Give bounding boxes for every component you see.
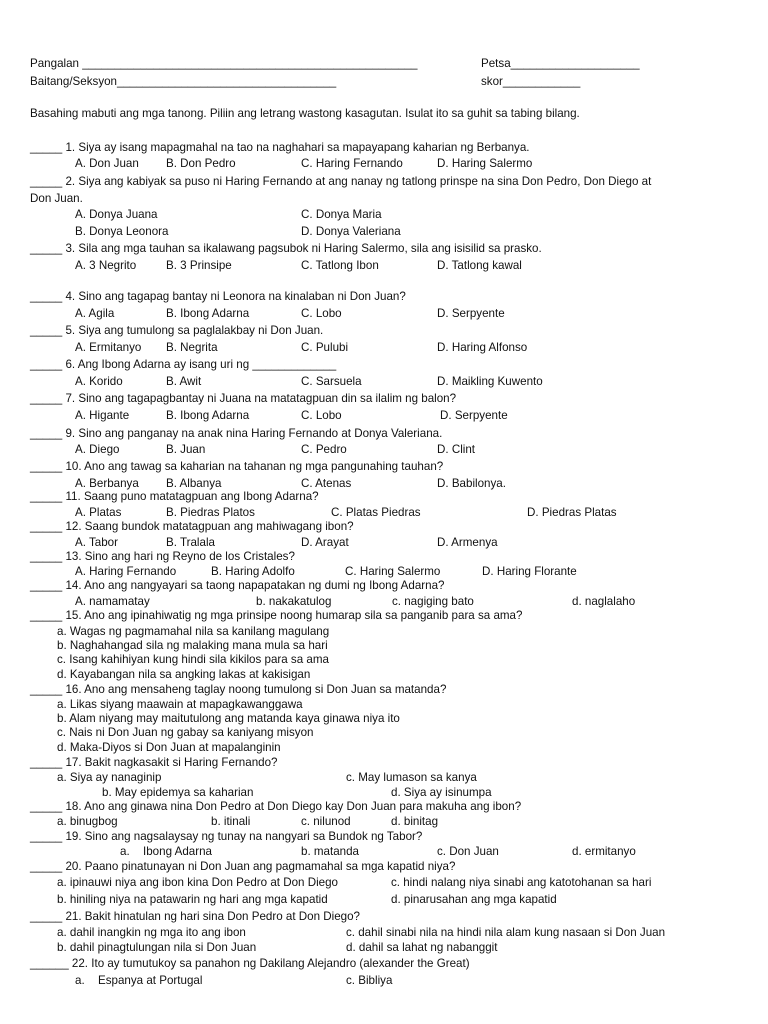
choice: B. Awit xyxy=(166,375,202,388)
question-stem: _____ 14. Ano ang nangyayari sa taong napapatakan ng dumi ng Ibong Adarna? xyxy=(30,579,445,592)
question-stem: _____ 12. Saang bundok matatagpuan ang mahiwagang ibon? xyxy=(30,520,354,533)
choice: D. Maikling Kuwento xyxy=(437,375,543,388)
choice: D. Haring Florante xyxy=(482,565,577,578)
question-stem-continued: Don Juan. xyxy=(30,192,83,205)
choice: C. Lobo xyxy=(301,409,342,422)
choice: D. Armenya xyxy=(437,536,498,549)
choice: D. Serpyente xyxy=(440,409,508,422)
choice: a. binugbog xyxy=(57,815,118,828)
choice: d. binitag xyxy=(391,815,439,828)
choice: A. Agila xyxy=(75,307,115,320)
choice: B. Tralala xyxy=(166,536,215,549)
choice: C. Sarsuela xyxy=(301,375,362,388)
choice: C. Haring Fernando xyxy=(301,157,403,170)
choice: a. Wagas ng pagmamahal nila sa kanilang magulang xyxy=(57,625,330,638)
choice: A. Diego xyxy=(75,443,120,456)
choice: b. May epidemya sa kaharian xyxy=(102,786,254,799)
choice: C. Atenas xyxy=(301,477,352,490)
question-stem: _____ 1. Siya ay isang mapagmahal na tao na naghahari sa mapayapang kaharian ng Berbanya. xyxy=(30,141,530,154)
choice: C. Tatlong Ibon xyxy=(301,259,379,272)
choice: B. Albanya xyxy=(166,477,222,490)
question-stem: _____ 10. Ano ang tawag sa kaharian na tahanan ng mga pangunahing tauhan? xyxy=(30,460,444,473)
choice: D. Piedras Platas xyxy=(527,506,617,519)
choice: B. Donya Leonora xyxy=(75,225,169,238)
choice: D. Tatlong kawal xyxy=(437,259,522,272)
choice: A. Berbanya xyxy=(75,477,139,490)
choice: B. Haring Adolfo xyxy=(211,565,295,578)
choice: B. Don Pedro xyxy=(166,157,236,170)
choice: c. Nais ni Don Juan ng gabay sa kaniyang misyon xyxy=(57,726,314,739)
choice: A. Donya Juana xyxy=(75,208,158,221)
grade-section-field-label: Baitang/Seksyon__________________________________ xyxy=(30,75,337,88)
question-stem: _____ 18. Ano ang ginawa nina Don Pedro at Don Diego kay Don Juan para makuha ang ibon? xyxy=(30,800,522,813)
choice: d. dahil sa lahat ng nabanggit xyxy=(346,941,498,954)
choice: c. Bibliya xyxy=(346,974,393,987)
name-field-label: Pangalan ____________________________________________________ xyxy=(30,57,418,70)
choice: B. Juan xyxy=(166,443,206,456)
question-stem: _____ 17. Bakit nagkasakit si Haring Fernando? xyxy=(30,756,278,769)
choice: B. Negrita xyxy=(166,341,218,354)
question-stem: _____ 15. Ano ang ipinahiwatig ng mga prinsipe noong humarap sila sa panganib para sa ama? xyxy=(30,609,523,622)
choice: A. 3 Negrito xyxy=(75,259,137,272)
choice: A. namamatay xyxy=(75,595,150,608)
choice: c. nilunod xyxy=(301,815,351,828)
choice: D. Haring Salermo xyxy=(437,157,533,170)
choice: Ibong Adarna xyxy=(143,845,212,858)
choice: D. Clint xyxy=(437,443,476,456)
choice: D. Babilonya. xyxy=(437,477,506,490)
choice: A. Korido xyxy=(75,375,123,388)
choice: b. dahil pinagtulungan nila si Don Juan xyxy=(57,941,257,954)
choice: b. Naghahangad sila ng malaking mana mula sa hari xyxy=(57,639,328,652)
choice: B. Ibong Adarna xyxy=(166,409,250,422)
choice: c. nagiging bato xyxy=(392,595,474,608)
choice: C. Haring Salermo xyxy=(345,565,441,578)
date-field-label: Petsa____________________ xyxy=(481,57,640,70)
choice: a. dahil inangkin ng mga ito ang ibon xyxy=(57,926,246,939)
choice-letter: a. xyxy=(120,845,130,858)
choice: D. Arayat xyxy=(301,536,349,549)
question-stem: ______ 22. Ito ay tumutukoy sa panahon ng Dakilang Alejandro (alexander the Great) xyxy=(30,957,470,970)
score-field-label: skor____________ xyxy=(481,75,581,88)
choice: d. ermitanyo xyxy=(572,845,636,858)
question-stem: _____ 3. Sila ang mga tauhan sa ikalawang pagsubok ni Haring Salermo, sila ang isisilid sa prasko. xyxy=(30,242,542,255)
choice: B. Piedras Platos xyxy=(166,506,255,519)
choice: a. Likas siyang maawain at mapagkawanggawa xyxy=(57,698,303,711)
choice: D. Serpyente xyxy=(437,307,505,320)
choice: A. Tabor xyxy=(75,536,118,549)
choice: C. Pedro xyxy=(301,443,347,456)
choice: c. dahil sinabi nila na hindi nila alam kung nasaan si Don Juan xyxy=(346,926,666,939)
choice: b. hiniling niya na patawarin ng hari ang mga kapatid xyxy=(57,893,328,906)
choice: c. Don Juan xyxy=(437,845,499,858)
choice: A. Ermitanyo xyxy=(75,341,142,354)
choice: a. Siya ay nanaginip xyxy=(57,771,162,784)
choice: Espanya at Portugal xyxy=(98,974,203,987)
choice-letter: a. xyxy=(75,974,85,987)
question-stem: _____ 9. Sino ang panganay na anak nina Haring Fernando at Donya Valeriana. xyxy=(30,427,443,440)
question-stem: _____ 20. Paano pinatunayan ni Don Juan ang pagmamahal sa mga kapatid niya? xyxy=(30,860,456,873)
choice: c. May lumason sa kanya xyxy=(346,771,477,784)
choice: B. 3 Prinsipe xyxy=(166,259,232,272)
question-stem: _____ 5. Siya ang tumulong sa paglalakbay ni Don Juan. xyxy=(30,324,324,337)
question-stem: _____ 7. Sino ang tagapagbantay ni Juana na matatagpuan din sa ilalim ng balon? xyxy=(30,392,457,405)
choice: D. Donya Valeriana xyxy=(301,225,401,238)
question-stem: _____ 21. Bakit hinatulan ng hari sina Don Pedro at Don Diego? xyxy=(30,910,361,923)
choice: d. Maka-Diyos si Don Juan at mapalanginin xyxy=(57,741,281,754)
choice: B. Ibong Adarna xyxy=(166,307,250,320)
choice: D. Haring Alfonso xyxy=(437,341,528,354)
choice: A. Higante xyxy=(75,409,130,422)
choice: d. pinarusahan ang mga kapatid xyxy=(391,893,557,906)
choice: C. Platas Piedras xyxy=(331,506,421,519)
choice: C. Lobo xyxy=(301,307,342,320)
choice: c. hindi nalang niya sinabi ang katotohanan sa hari xyxy=(391,876,652,889)
question-stem: _____ 2. Siya ang kabiyak sa puso ni Haring Fernando at ang nanay ng tatlong prinspe na sina Don Pedro, Don Diego at xyxy=(30,175,652,188)
choice: c. Isang kahihiyan kung hindi sila kikilos para sa ama xyxy=(57,653,329,666)
choice: b. nakakatulog xyxy=(256,595,332,608)
question-stem: _____ 13. Sino ang hari ng Reyno de los Cristales? xyxy=(30,550,295,563)
question-stem: _____ 11. Saang puno matatagpuan ang Ibong Adarna? xyxy=(30,490,319,503)
choice: d. Siya ay isinumpa xyxy=(391,786,492,799)
question-stem: _____ 16. Ano ang mensaheng taglay noong tumulong si Don Juan sa matanda? xyxy=(30,683,447,696)
choice: d. Kayabangan nila sa angking lakas at kakisigan xyxy=(57,668,311,681)
question-stem: _____ 6. Ang Ibong Adarna ay isang uri ng _____________ xyxy=(30,358,337,371)
question-stem: _____ 4. Sino ang tagapag bantay ni Leonora na kinalaban ni Don Juan? xyxy=(30,290,406,303)
question-stem: _____ 19. Sino ang nagsalaysay ng tunay na nangyari sa Bundok ng Tabor? xyxy=(30,830,423,843)
choice: C. Donya Maria xyxy=(301,208,382,221)
choice: A. Don Juan xyxy=(75,157,139,170)
choice: d. naglalaho xyxy=(572,595,636,608)
choice: b. Alam niyang may maitutulong ang matanda kaya ginawa niya ito xyxy=(57,712,400,725)
choice: b. matanda xyxy=(301,845,360,858)
choice: C. Pulubi xyxy=(301,341,349,354)
choice: A. Platas xyxy=(75,506,122,519)
choice: b. itinali xyxy=(211,815,251,828)
instructions: Basahing mabuti ang mga tanong. Piliin ang letrang wastong kasagutan. Isulat ito sa guhit sa tabing bilang. xyxy=(30,107,580,120)
choice: a. ipinauwi niya ang ibon kina Don Pedro at Don Diego xyxy=(57,876,339,889)
choice: A. Haring Fernando xyxy=(75,565,177,578)
